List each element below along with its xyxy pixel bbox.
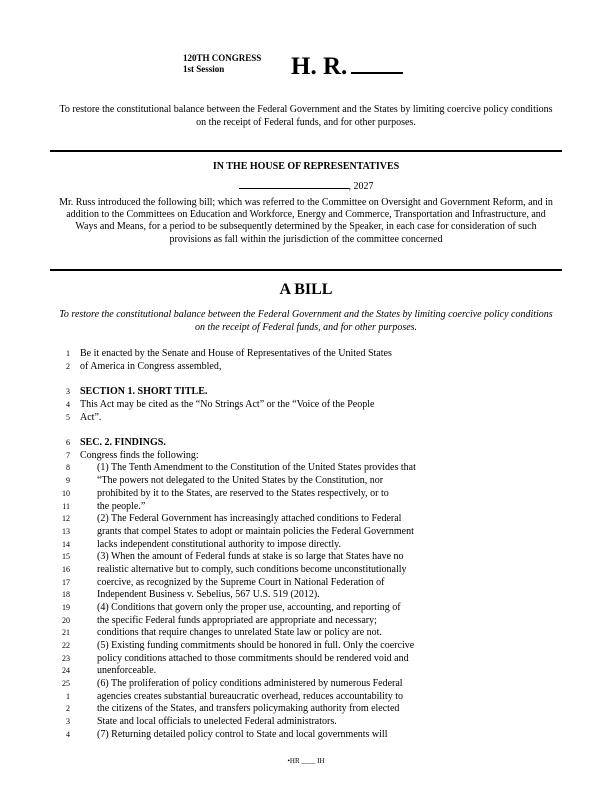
- line-number: 17: [62, 578, 70, 587]
- page-footer: •HR ____ IH: [287, 757, 325, 765]
- bill-line: Act”.: [80, 412, 102, 423]
- line-number: 1: [66, 692, 70, 701]
- line-number: 12: [62, 514, 70, 523]
- bill-line: (2) The Federal Government has increasingly attached conditions to Federal: [97, 513, 402, 524]
- line-number: 11: [62, 502, 70, 511]
- bill-heading: A BILL: [279, 281, 333, 298]
- line-number: 20: [62, 616, 70, 625]
- line-number: 6: [66, 438, 70, 447]
- bill-line: unenforceable.: [97, 665, 157, 676]
- line-number: 25: [62, 679, 70, 688]
- introduction-statement: Mr. Russ introduced the following bill; which was referred to the Committee on Oversight and Government Reform, and in addition to the Committees on Education and Workforce, Energy and Commerce, Transportation and Infrastructure, and Ways and Means, for a period to be subsequently determined by the Speaker, in each case for consideration of such provisions as fall within the jurisdiction of the committee concerned: [59, 197, 553, 245]
- line-number: 24: [62, 666, 70, 675]
- line-number: 4: [66, 400, 70, 409]
- line-number: 2: [66, 362, 70, 371]
- line-number: 8: [66, 463, 70, 472]
- bill-line: conditions that require changes to unrelated State law or policy are not.: [97, 627, 382, 638]
- line-number: 16: [62, 565, 70, 574]
- bill-line: (7) Returning detailed policy control to State and local governments will: [97, 729, 388, 740]
- bill-line: Congress finds the following:: [80, 450, 199, 461]
- bill-line: Independent Business v. Sebelius, 567 U.S. 519 (2012).: [97, 589, 320, 600]
- bill-line: grants that compel States to adopt or maintain policies the Federal Government: [97, 526, 414, 537]
- line-number: 23: [62, 654, 70, 663]
- line-number: 2: [66, 704, 70, 713]
- line-number: 3: [66, 717, 70, 726]
- bill-purpose: To restore the constitutional balance between the Federal Government and the States by limiting coercive policy conditions on the receipt of Federal funds, and for other purposes.: [59, 309, 553, 333]
- section-heading: SECTION 1. SHORT TITLE.: [80, 386, 208, 397]
- congress-label: 120TH CONGRESS: [183, 53, 262, 63]
- bill-purpose-header: To restore the constitutional balance between the Federal Government and the States by limiting coercive policy conditions on the receipt of Federal funds, and for other purposes.: [59, 104, 553, 128]
- bill-line: coercive, as recognized by the Supreme Court in National Federation of: [97, 577, 385, 588]
- line-number: 14: [62, 540, 70, 549]
- line-number: 15: [62, 552, 70, 561]
- bill-line: of America in Congress assembled,: [80, 361, 222, 372]
- bill-line: the specific Federal funds appropriated are appropriate and necessary;: [97, 615, 377, 626]
- bill-line: realistic alternative but to comply, such conditions become unconstitutionally: [97, 564, 407, 575]
- line-number: 9: [66, 476, 70, 485]
- line-number: 10: [62, 489, 70, 498]
- bill-line: the people.”: [97, 501, 146, 512]
- bill-line: (5) Existing funding commitments should be honored in full. Only the coercive: [97, 640, 415, 651]
- line-number: 7: [66, 451, 70, 460]
- bill-line: agencies creates substantial bureaucratic overhead, reduces accountability to: [97, 691, 403, 702]
- line-number: 13: [62, 527, 70, 536]
- session-label: 1st Session: [183, 64, 225, 74]
- bill-line: (4) Conditions that govern only the proper use, accounting, and reporting of: [97, 602, 401, 613]
- bill-line: Be it enacted by the Senate and House of Representatives of the United States: [80, 348, 392, 359]
- bill-line: This Act may be cited as the “No Strings Act” or the “Voice of the People: [80, 399, 375, 410]
- bill-line: the citizens of the States, and transfers policymaking authority from elected: [97, 703, 400, 714]
- line-number: 4: [66, 730, 70, 739]
- bill-line: policy conditions attached to those commitments should be rendered void and: [97, 653, 409, 664]
- line-number: 3: [66, 387, 70, 396]
- bill-line: “The powers not delegated to the United States by the Constitution, nor: [97, 475, 384, 486]
- line-number: 1: [66, 349, 70, 358]
- line-number: 19: [62, 603, 70, 612]
- bill-line: (6) The proliferation of policy conditions administered by numerous Federal: [97, 678, 403, 689]
- bill-line: (1) The Tenth Amendment to the Constitution of the United States provides that: [97, 462, 416, 473]
- bill-line: (3) When the amount of Federal funds at stake is so large that States have no: [97, 551, 404, 562]
- date-year: , 2027: [348, 181, 374, 192]
- line-number: 5: [66, 413, 70, 422]
- bill-line: prohibited by it to the States, are reserved to the States respectively, or to: [97, 488, 389, 499]
- bill-line: lacks independent constitutional authority to impose directly.: [97, 539, 342, 550]
- line-number: 22: [62, 641, 70, 650]
- bill-number-prefix: H. R.: [291, 53, 348, 80]
- house-heading: IN THE HOUSE OF REPRESENTATIVES: [212, 161, 400, 172]
- bill-line: State and local officials to unelected Federal administrators.: [97, 716, 337, 727]
- line-number: 18: [62, 590, 70, 599]
- line-number: 21: [62, 628, 70, 637]
- section-heading: SEC. 2. FINDINGS.: [80, 437, 166, 448]
